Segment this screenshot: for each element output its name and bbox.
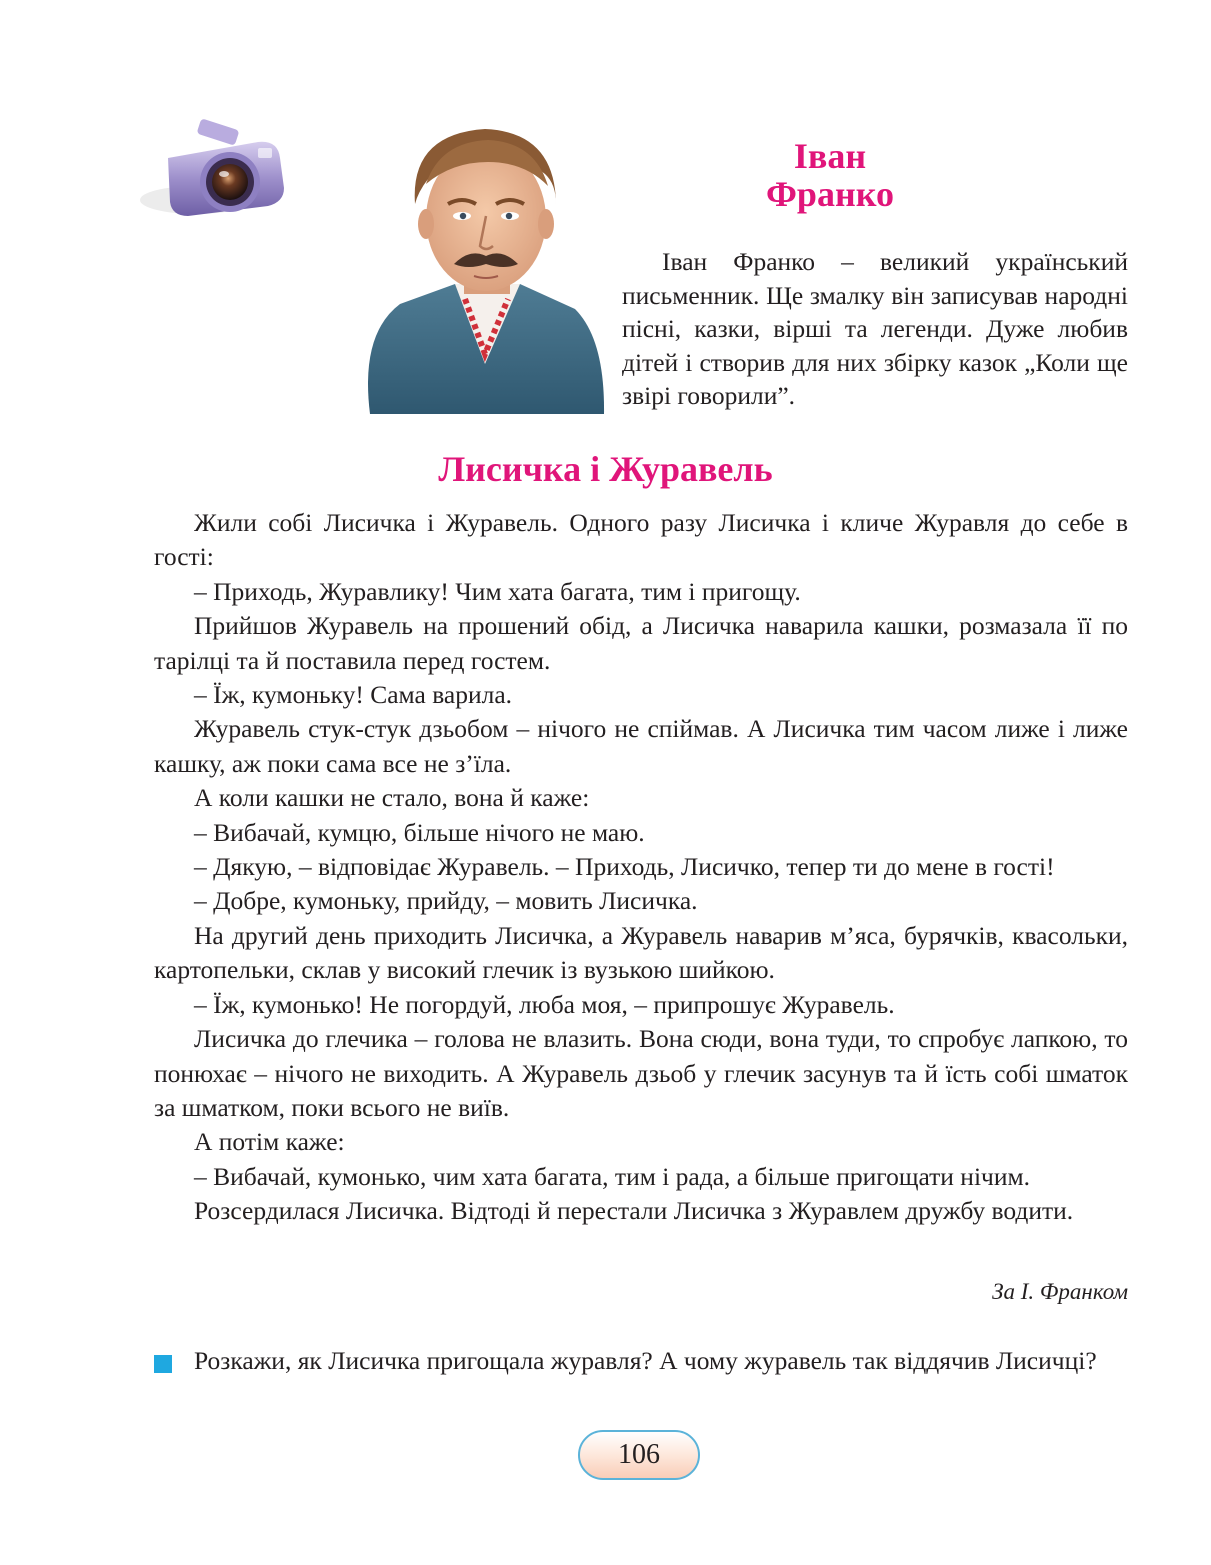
story-paragraph: Розсердилася Лисичка. Відтоді й перестали Лисичка з Журавлем дружбу водити.: [194, 1196, 1074, 1226]
story-paragraph: – Добре, кумоньку, прийду, – мовить Лисичка.: [194, 886, 698, 916]
story-paragraph: А потім каже:: [194, 1127, 345, 1157]
camera-icon: [138, 118, 288, 223]
question-text: Розкажи, як Лисичка пригощала журавля? А чому журавель так віддячив Лисичці?: [194, 1346, 1097, 1375]
author-bio: Іван Франко – великий український письменник. Ще змалку він записував народні пісні, казки, вірші та легенди. Дуже любив дітей і створив для них збірку казок „Коли ще звірі говорили”.: [622, 247, 1128, 410]
story-paragraph: – Їж, кумонько! Не погордуй, люба моя, – припрошує Журавель.: [194, 989, 895, 1019]
author-portrait: [360, 124, 608, 418]
story-paragraph: – Вибачай, кумонько, чим хата багата, тим і рада, а більше пригощати нічим.: [194, 1161, 1031, 1191]
story-paragraph: Прийшов Журавель на прошений обід, а Лисичка наварила кашки, розмазала її по тарілці та й поставила перед гостем.: [154, 611, 1128, 675]
story-paragraph: Лисичка до глечика – голова не влазить. Вона сюди, вона туди, то спробує лапкою, то понюхає – нічого не виходить. А Журавель дзьоб у глечик засунув та й їсть собі шматок за шматком, поки всього не виїв.: [154, 1024, 1128, 1122]
story-text: [154, 506, 1128, 1229]
author-last-name: Франко: [766, 174, 894, 214]
story-title: Лисичка і Журавель: [438, 449, 773, 489]
story-paragraph: – Їж, кумоньку! Сама варила.: [194, 680, 513, 710]
story-paragraph: – Дякую, – відповідає Журавель. – Приходь, Лисичко, тепер ти до мене в гості!: [194, 852, 1055, 882]
story-attribution: За І. Франком: [992, 1279, 1128, 1304]
author-first-name: Іван: [793, 136, 867, 176]
story-paragraph: А коли кашки не стало, вона й каже:: [194, 783, 590, 813]
story-paragraph: На другий день приходить Лисичка, а Журавель наварив м’яса, бурячків, квасольки, картопельки, склав у високий глечик із вузькою шийкою.: [154, 920, 1128, 985]
question-bullet-icon: [154, 1355, 172, 1373]
story-paragraph: Журавель стук-стук дзьобом – нічого не спіймав. А Лисичка тим часом лиже і лиже кашку, аж поки сама все не з’їла.: [154, 714, 1128, 778]
story-paragraph: – Вибачай, кумцю, більше нічого не маю.: [194, 817, 645, 847]
story-paragraph: – Приходь, Журавлику! Чим хата багата, тим і пригощу.: [194, 576, 801, 606]
story-paragraph: Жили собі Лисичка і Журавель. Одного разу Лисичка і кличе Журавля до себе в гості:: [154, 508, 1128, 572]
page-number: 106: [578, 1430, 700, 1480]
